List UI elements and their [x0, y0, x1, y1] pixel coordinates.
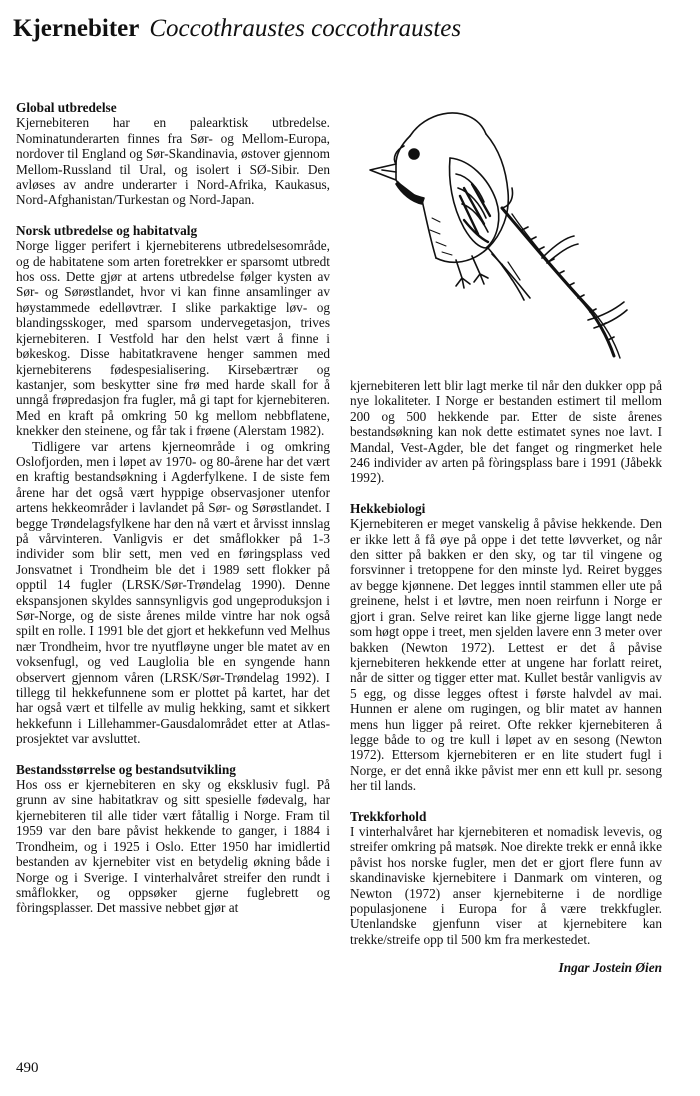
- section-global-distribution: [16, 100, 330, 208]
- left-column: [16, 100, 330, 931]
- section-heading: Hekkebiologi: [350, 500, 426, 516]
- paragraph: Kjernebiteren har en palearktisk utbredelse. Nominatunderarten finnes fra Sør- og Mellom-Europa, nordover til England og Sør-Skandinavia, østover gjennom Mellom-Russland til Ural, og isolert i SØ-Sibir. Den avløses av andre underarter i Nord-Afrika, Kaukasus, Nord-Afghanistan/Turkestan og Nord-Japan.: [16, 115, 331, 208]
- section-norwegian-distribution: [16, 223, 330, 747]
- section-heading: Global utbredelse: [16, 100, 117, 115]
- section-migration: [350, 809, 662, 948]
- section-breeding-biology: [350, 501, 662, 794]
- paragraph: Hos oss er kjernebiteren en sky og eksklusiv fugl. På grunn av sine habitatkrav og sitt spesielle fødevalg, har kjernebiteren til alle tider vært fåtallig i Norge. Fram til 1959 var den bare påvist hekkende to ganger, i 1884 i Trondheim, og i 1925 i Oslo. Etter 1950 har imidlertid bestanden av kjernebiter vist en betydelig økning både i Norge og i Sverige. I vinterhalvåret streifer den rundt i småflokker, og oppsøker gjerne fuglebrett og fòringsplasser. Det massive nebbet gjør at: [16, 777, 330, 916]
- section-heading: Bestandsstørrelse og bestandsutvikling: [16, 761, 236, 777]
- page-number: 490: [16, 1060, 39, 1076]
- paragraph: kjernebiteren lett blir lagt merke til når den dukker opp på nye lokaliteter. I Norge er bestanden estimert til mellom 200 og 500 hekkende par. Etter de siste årenes bestandsøkning kan nok dette estimatet synes noe lavt. I Mandal, Vest-Agder, ble det fanget og ringmerket hele 246 individer av arten på fòringsplass bare i 1991 (Jåbekk 1992).: [350, 378, 662, 486]
- section-heading: Norsk utbredelse og habitatvalg: [16, 222, 198, 238]
- paragraph: Tidligere var artens kjerneområde i og omkring Oslofjorden, men i løpet av 1970- og 80-årene har det vært en kraftig bestandsøkning i Agderfylkene. I de siste fem årene har det også vært hyppige observasjoner utenfor artens hekkeområder i lavlandet på Sør- og Sørøstlandet. I begge Trøndelagsfylkene har den nå vært et årvisst innslag på vårvinteren. Vanligvis er det småflokker på 1-3 individer som blir sett, men ved en føringsplass ved Jonsvatnet i Trondheim ble det i 1989 sett flokker på opptil 14 fugler (LRSK/Sør-Trøndelag 1990). Denne ekspansjonen skyldes sannsynligvis god ungeproduksjon i Sør-Norge, og de siste årenes milde vintre har nok også spilt en rolle. I 1991 ble det gjort et hekkefunn ved Melhus nær Trondheim, hvor tre nyutfløyne unger ble matet av en voksenfugl, og ved Lauglolia ble en syngende hann observert gjennom våren (LRSK/Sør-Trøndelag 1992). I tillegg til hekkefunnene som er plottet på kartet, har det har også vært et tilfelle av mulig hekking, samt et sikkert hekkefunn i Lillehammer-Gausdalområdet etter at Atlas-prosjektet var avsluttet.: [16, 438, 330, 747]
- author-signature: Ingar Jostein Øien: [558, 960, 662, 975]
- page-title: [13, 14, 461, 44]
- section-population: [16, 762, 330, 916]
- paragraph: Kjernebiteren er meget vanskelig å påvise hekkende. Den er ikke lett å få øye på oppe i det tette løvverket, og når den sitter på bakken er den sky, og tar til vingene og forsvinner i tretoppene for den minste lyd. Reiret bygges av begge kjønnene. Det legges inntil stammen eller ute på greinene, helst i et løvtre, men noen reirfunn i Norge er gjort i gran. Selve reiret kan like gjerne ligge langt nede som høgt oppe i treet, men sjelden lavere enn 3 meter over bakken (Newton 1972). Lettest er det å påvise kjernebiteren hekkende etter at ungene har forlatt reiret, når de sitter og tigger etter mat. Kullet består vanligvis av 5 egg, og disse legges oftest i første halvdel av mai. Hunnen er alene om rugingen, og blir matet av hannen mens hun ligger på reiret. Ofte rekker kjernebiteren å legge både to og tre kull i løpet av en sesong (Newton 1972). Ettersom kjernebiteren er en lite studert fugl i Norge, er det ennå ikke påvist mer enn ett kull pr. sesong her til lands.: [350, 516, 662, 794]
- section-heading: Trekkforhold: [350, 808, 427, 824]
- paragraph: I vinterhalvåret har kjernebiteren et nomadisk levevis, og streifer omkring på matsøk. Noe direkte trekk er ennå ikke påvist hos norske fugler, men det er gjort flere funn av skandinaviske kjernebitere i Danmark om vinteren, og Newton (1972) anser kjernebiterne i de nordlige populasjonene i Europa for å være trekkfugler. Utenlandske gjenfunn viser at kjernebitere kan trekke/streife opp til 500 km fra merkestedet.: [350, 823, 662, 947]
- paragraph: Norge ligger perifert i kjernebiterens utbredelsesområde, og de habitatene som arten foretrekker er sparsomt utbredt hos oss. Dette gjør at artens utbredelse følger kysten av Sør- og Sørøstlandet, hvor vi kan finne ansamlinger av høystammede edelløvtrær. I slike parkaktige løv- og blandingsskoger, med sparsom undervegetasjon, trives kjernebiteren. I Vestfold har den helst vært å finne i bøkeskog. Disse habitatkravene henger sammen med kjernebiterens fødespesialisering. Kirsebærtrær og kastanjer, som beskytter sine frø med harde skall for å unngå frøpredasjon fra fugler, må gi tapt for kjernebiteren. Med en kraft på omkring 50 kg mellom nebbflatene, knekker den steinene, og får tak i frøene (Alerstam 1982).: [16, 238, 330, 439]
- species-common-name: Kjernebiter: [13, 15, 140, 42]
- species-latin-name: Coccothraustes coccothraustes: [149, 15, 462, 42]
- hawfinch-illustration: [352, 88, 634, 370]
- right-column: [350, 378, 662, 962]
- section-population-continued: [350, 378, 662, 486]
